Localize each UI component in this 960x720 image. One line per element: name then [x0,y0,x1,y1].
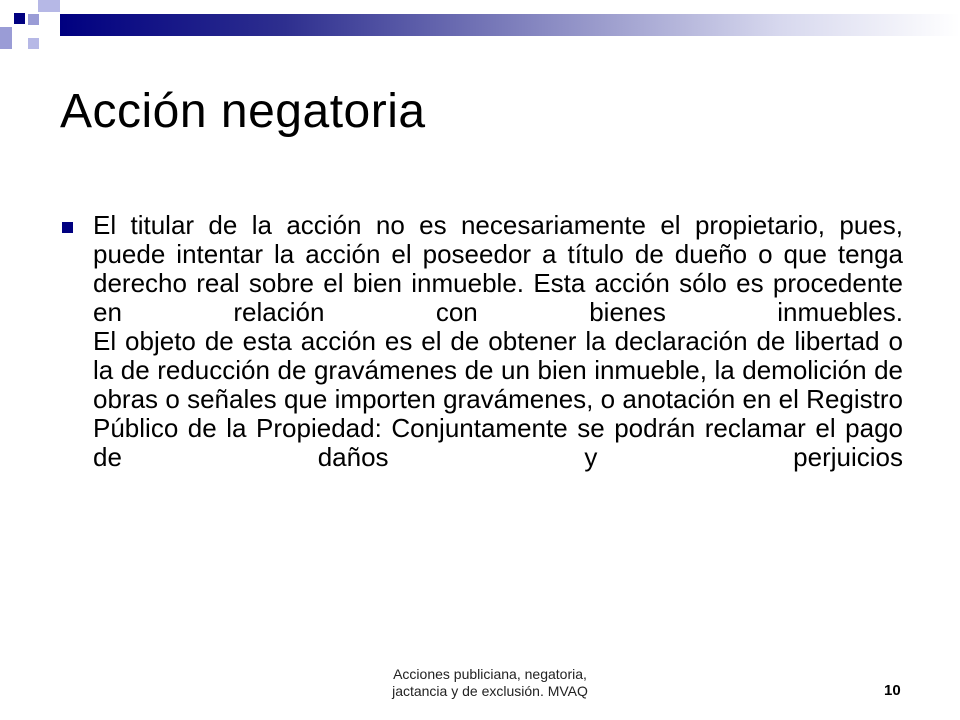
header-gradient-band [60,14,960,36]
decorative-square-lavender-small [28,38,39,49]
slide-body [93,211,903,472]
slide-footer [360,666,620,700]
decorative-square-lavender-top [38,0,60,12]
footer-line-1: Acciones publiciana, negatoria, [393,666,587,682]
decorative-square-navy [14,13,25,24]
decorative-square-lavender-left [0,27,12,49]
body-paragraph-2: El objeto de esta acción es el de obtener la declaración de libertad o la de reducción de gravámenes de un bien inmueble, la demolición de obras o señales que importen gravámenes, o anotación en el Registro Público de la Propiedad: Conjuntamente se podrán reclamar el pago de daños y perjuicios [93,326,903,472]
body-paragraph-1: El titular de la acción no es necesariamente el propietario, pues, puede intentar la acción el poseedor a título de dueño o que tenga derecho real sobre el bien inmueble. Esta acción sólo es procedente en relación con bienes inmuebles. [93,210,903,327]
bullet-square-icon [62,222,73,233]
slide-title: Acción negatoria [60,85,426,138]
decorative-square-lavender-mid [28,14,39,25]
footer-line-2: jactancia y de exclusión. MVAQ [392,683,588,699]
page-number: 10 [884,682,901,699]
